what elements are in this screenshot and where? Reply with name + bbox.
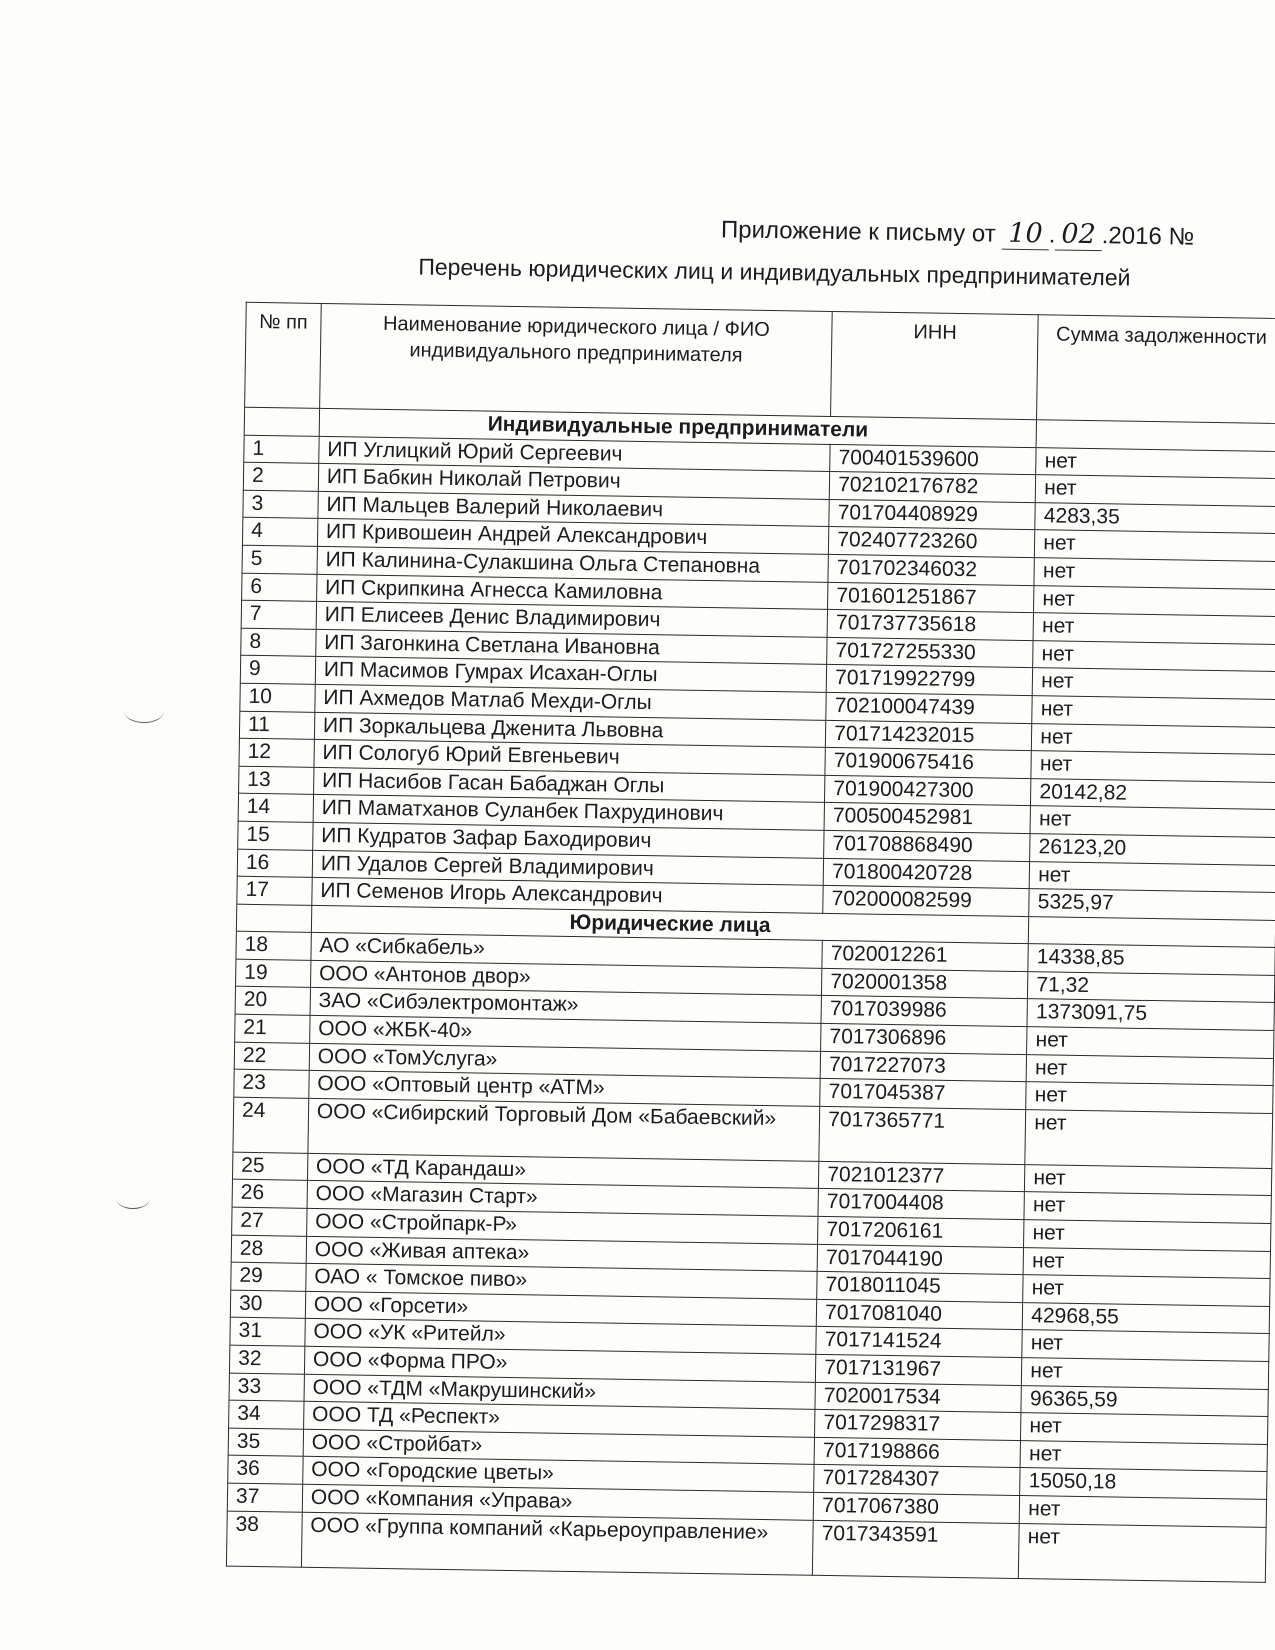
debt-value: 20142,82 [1031, 778, 1275, 809]
inn-value: 7017067380 [813, 1492, 1020, 1523]
debt-value: нет [1036, 475, 1275, 506]
inn-value: 7017039986 [821, 996, 1028, 1027]
annex-month-handwritten: 02 [1055, 218, 1102, 251]
debt-value: нет [1027, 1027, 1274, 1058]
inn-value: 7017131967 [816, 1354, 1023, 1385]
inn-value: 7017198866 [814, 1437, 1021, 1468]
row-number: 3 [243, 490, 318, 519]
debt-value: нет [1023, 1247, 1270, 1278]
row-number: 37 [227, 1483, 302, 1512]
row-number: 24 [233, 1097, 309, 1153]
debt-value: 26123,20 [1030, 834, 1275, 865]
debt-value: нет [1032, 696, 1275, 727]
entity-name: ООО «Оптовый центр «АТМ» [309, 1071, 821, 1107]
margin-pencil-mark [124, 700, 164, 723]
entity-name: ООО «Стройбат» [303, 1429, 815, 1465]
row-number: 2 [243, 462, 318, 491]
entity-name: ИП Масимов Гумрах Исахан-Оглы [315, 657, 827, 693]
row-number: 14 [238, 794, 313, 823]
inn-value: 7017306896 [821, 1023, 1028, 1054]
debt-value: нет [1034, 585, 1275, 616]
row-number: 6 [242, 573, 317, 602]
debt-value: 71,32 [1028, 971, 1275, 1002]
entity-name: ООО «Магазин Старт» [307, 1181, 819, 1217]
entity-name: АО «Сибкабель» [311, 933, 823, 969]
entity-name: ООО «Горсети» [305, 1291, 817, 1327]
row-number: 26 [232, 1180, 307, 1209]
row-number: 23 [234, 1069, 309, 1098]
annex-prefix: Приложение к письму от [720, 216, 996, 248]
row-number: 36 [228, 1455, 303, 1484]
debt-value: нет [1032, 723, 1275, 754]
inn-value: 7017206161 [818, 1216, 1025, 1247]
inn-value: 701601251867 [828, 582, 1035, 613]
inn-value: 7017298317 [815, 1410, 1022, 1441]
inn-value: 7018011045 [817, 1272, 1024, 1303]
row-number: 33 [229, 1373, 304, 1402]
entity-name: ИП Кривошеин Андрей Александрович [317, 519, 829, 555]
entity-name: ООО «Городские цветы» [303, 1457, 815, 1493]
entity-name: ИП Кудратов Зафар Баходирович [313, 822, 825, 858]
row-number: 35 [228, 1428, 303, 1457]
inn-value: 701714232015 [826, 720, 1033, 751]
inn-value: 7017343591 [813, 1520, 1020, 1578]
entity-name: ООО ТД «Респект» [303, 1401, 815, 1437]
entity-name: ИП Скрипкина Агнесса Камиловна [316, 574, 828, 610]
row-number: 38 [226, 1511, 302, 1567]
header-name: Наименование юридического лица / ФИО индивидуального предпринимателя [319, 303, 832, 416]
entity-name: ИП Мальцев Валерий Николаевич [318, 491, 830, 527]
inn-value: 7017044190 [817, 1244, 1024, 1275]
debt-value: нет [1029, 861, 1275, 892]
row-number: 5 [242, 545, 317, 574]
row-number: 22 [234, 1042, 309, 1071]
debt-value: нет [1036, 447, 1275, 478]
inn-value: 702407723260 [829, 527, 1036, 558]
inn-value: 7017004408 [818, 1189, 1025, 1220]
row-number: 9 [240, 656, 315, 685]
debt-value: нет [1020, 1440, 1267, 1471]
margin-pencil-mark [116, 1188, 150, 1209]
row-number: 34 [229, 1400, 304, 1429]
row-number: 1 [244, 435, 319, 464]
debt-value: нет [1025, 1109, 1273, 1168]
annex-year: .2016 № [1101, 222, 1195, 251]
row-number: 19 [236, 959, 311, 988]
header-debt: Сумма задолженности [1037, 315, 1275, 424]
row-number: 17 [237, 876, 312, 905]
debt-value: нет [1021, 1413, 1268, 1444]
debt-value: нет [1024, 1192, 1271, 1223]
debt-value: нет [1024, 1220, 1271, 1251]
entity-name: ООО «УК «Ритейл» [305, 1319, 817, 1355]
row-number: 12 [239, 738, 314, 767]
row-number: 10 [240, 683, 315, 712]
inn-value: 701708868490 [824, 830, 1031, 861]
entity-name: ООО «ТД Карандаш» [307, 1153, 819, 1189]
entity-name: ООО «Антонов двор» [310, 960, 822, 996]
entity-name: ООО «ТомУслуга» [309, 1043, 821, 1079]
inn-value: 701727255330 [827, 637, 1034, 668]
header-inn: ИНН [831, 311, 1039, 419]
inn-value: 700500452981 [824, 803, 1031, 834]
debt-value: 96365,59 [1021, 1385, 1268, 1416]
entity-name: ОАО « Томское пиво» [306, 1264, 818, 1300]
debt-value: 15050,18 [1020, 1468, 1267, 1499]
debt-value: нет [1030, 806, 1275, 837]
table-body [226, 407, 1275, 1582]
debt-value: нет [1023, 1275, 1270, 1306]
inn-value: 7017227073 [820, 1051, 1027, 1082]
entity-name: ИП Ахмедов Матлаб Мехди-Оглы [315, 684, 827, 720]
table-header-row [245, 302, 1275, 423]
inn-value: 7017081040 [816, 1299, 1023, 1330]
entity-name: ИП Удалов Сергей Владимирович [312, 850, 824, 886]
inn-value: 7017045387 [820, 1079, 1027, 1110]
debt-value: нет [1026, 1082, 1273, 1113]
entity-name: ООО «Стройпарк-Р» [306, 1208, 818, 1244]
entity-name: ИП Насибов Гасан Бабаджан Оглы [313, 767, 825, 803]
annex-line: Приложение к письму от 10 . 02 .2016 № [720, 216, 1195, 251]
inn-value: 701704408929 [829, 499, 1036, 530]
entity-name: ЗАО «Сибэлектромонтаж» [310, 988, 822, 1024]
inn-value: 7017365771 [819, 1106, 1026, 1164]
entity-name: ИП Елисеев Денис Владимирович [316, 602, 828, 638]
inn-value: 701737735618 [827, 610, 1034, 641]
debt-value: 1373091,75 [1027, 999, 1274, 1030]
inn-value: 701719922799 [826, 665, 1033, 696]
entity-name: ИП Калинина-Сулакшина Ольга Степановна [317, 546, 829, 582]
annex-day-handwritten: 10 [1002, 218, 1049, 251]
entity-name: ООО «ТДМ «Макрушинский» [304, 1374, 816, 1410]
inn-value: 702102176782 [829, 472, 1036, 503]
inn-value: 7021012377 [819, 1161, 1026, 1192]
entity-name: ООО «Группа компаний «Карьероуправление» [301, 1512, 813, 1575]
section-no-cell [236, 904, 311, 933]
row-number: 13 [239, 766, 314, 795]
inn-value: 702100047439 [826, 692, 1033, 723]
row-number: 27 [232, 1207, 307, 1236]
row-number: 32 [229, 1345, 304, 1374]
debt-value: нет [1034, 558, 1275, 589]
row-number: 30 [230, 1290, 305, 1319]
row-number: 20 [235, 987, 310, 1016]
entities-table [226, 302, 1275, 1583]
section-debt-cell [1036, 420, 1275, 451]
row-number: 8 [241, 628, 316, 657]
inn-value: 701800420728 [823, 858, 1030, 889]
debt-value: нет [1026, 1054, 1273, 1085]
row-number: 7 [241, 600, 316, 629]
debt-value: нет [1020, 1496, 1267, 1527]
section-title: Юридические лица [311, 905, 1029, 944]
inn-value: 7020012261 [822, 941, 1029, 972]
section-debt-cell [1029, 916, 1275, 947]
entity-name: ООО «Форма ПРО» [304, 1346, 816, 1382]
inn-value: 701900427300 [825, 775, 1032, 806]
row-number: 21 [235, 1014, 310, 1043]
row-number: 25 [232, 1152, 307, 1181]
debt-value: нет [1031, 751, 1275, 782]
entity-name: ИП Маматханов Суланбек Пахрудинович [313, 795, 825, 831]
debt-value: нет [1022, 1330, 1269, 1361]
entity-name: ИП Зоркальцева Дженита Львовна [314, 712, 826, 748]
inn-value: 701900675416 [825, 748, 1032, 779]
entity-name: ООО «Сибирский Торговый Дом «Бабаевский» [308, 1098, 820, 1161]
entity-name: ИП Сологуб Юрий Евгеньевич [314, 740, 826, 776]
entity-name: ООО «ЖБК-40» [309, 1015, 821, 1051]
debt-value: нет [1033, 613, 1275, 644]
debt-value: нет [1025, 1164, 1272, 1195]
row-number: 29 [231, 1262, 306, 1291]
inn-value: 702000082599 [823, 885, 1030, 916]
inn-value: 7020001358 [822, 968, 1029, 999]
inn-value: 7017284307 [814, 1465, 1021, 1496]
entity-name: ООО «Живая аптека» [306, 1236, 818, 1272]
entity-name: ИП Углицкий Юрий Сергеевич [319, 436, 831, 472]
row-number: 18 [236, 931, 311, 960]
header-no: № пп [245, 302, 321, 408]
inn-value: 701702346032 [828, 554, 1035, 585]
entity-name: ИП Бабкин Николай Петрович [318, 464, 830, 500]
debt-value: 14338,85 [1028, 944, 1275, 975]
section-title: Индивидуальные предприниматели [319, 408, 1037, 447]
debt-value: нет [1022, 1358, 1269, 1389]
row-number: 28 [231, 1235, 306, 1264]
debt-value: 42968,55 [1023, 1302, 1270, 1333]
debt-value: 4283,35 [1035, 502, 1275, 533]
debt-value: нет [1033, 668, 1275, 699]
row-number: 31 [230, 1318, 305, 1347]
row-number: 11 [239, 711, 314, 740]
document-title: Перечень юридических лиц и индивидуальных предпринимателей [418, 253, 1131, 291]
entity-name: ООО «Компания «Управа» [302, 1484, 814, 1520]
inn-value: 7020017534 [815, 1382, 1022, 1413]
row-number: 15 [238, 821, 313, 850]
inn-value: 700401539600 [830, 444, 1037, 475]
debt-value: нет [1033, 640, 1275, 671]
row-number: 16 [237, 849, 312, 878]
debt-value: 5325,97 [1029, 889, 1275, 920]
inn-value: 7017141524 [816, 1327, 1023, 1358]
entity-name: ИП Загонкина Светлана Ивановна [316, 629, 828, 665]
row-number: 4 [242, 518, 317, 547]
debt-value: нет [1035, 530, 1275, 561]
entity-name: ИП Семенов Игорь Александрович [312, 877, 824, 913]
section-no-cell [244, 407, 319, 436]
debt-value: нет [1019, 1523, 1267, 1582]
